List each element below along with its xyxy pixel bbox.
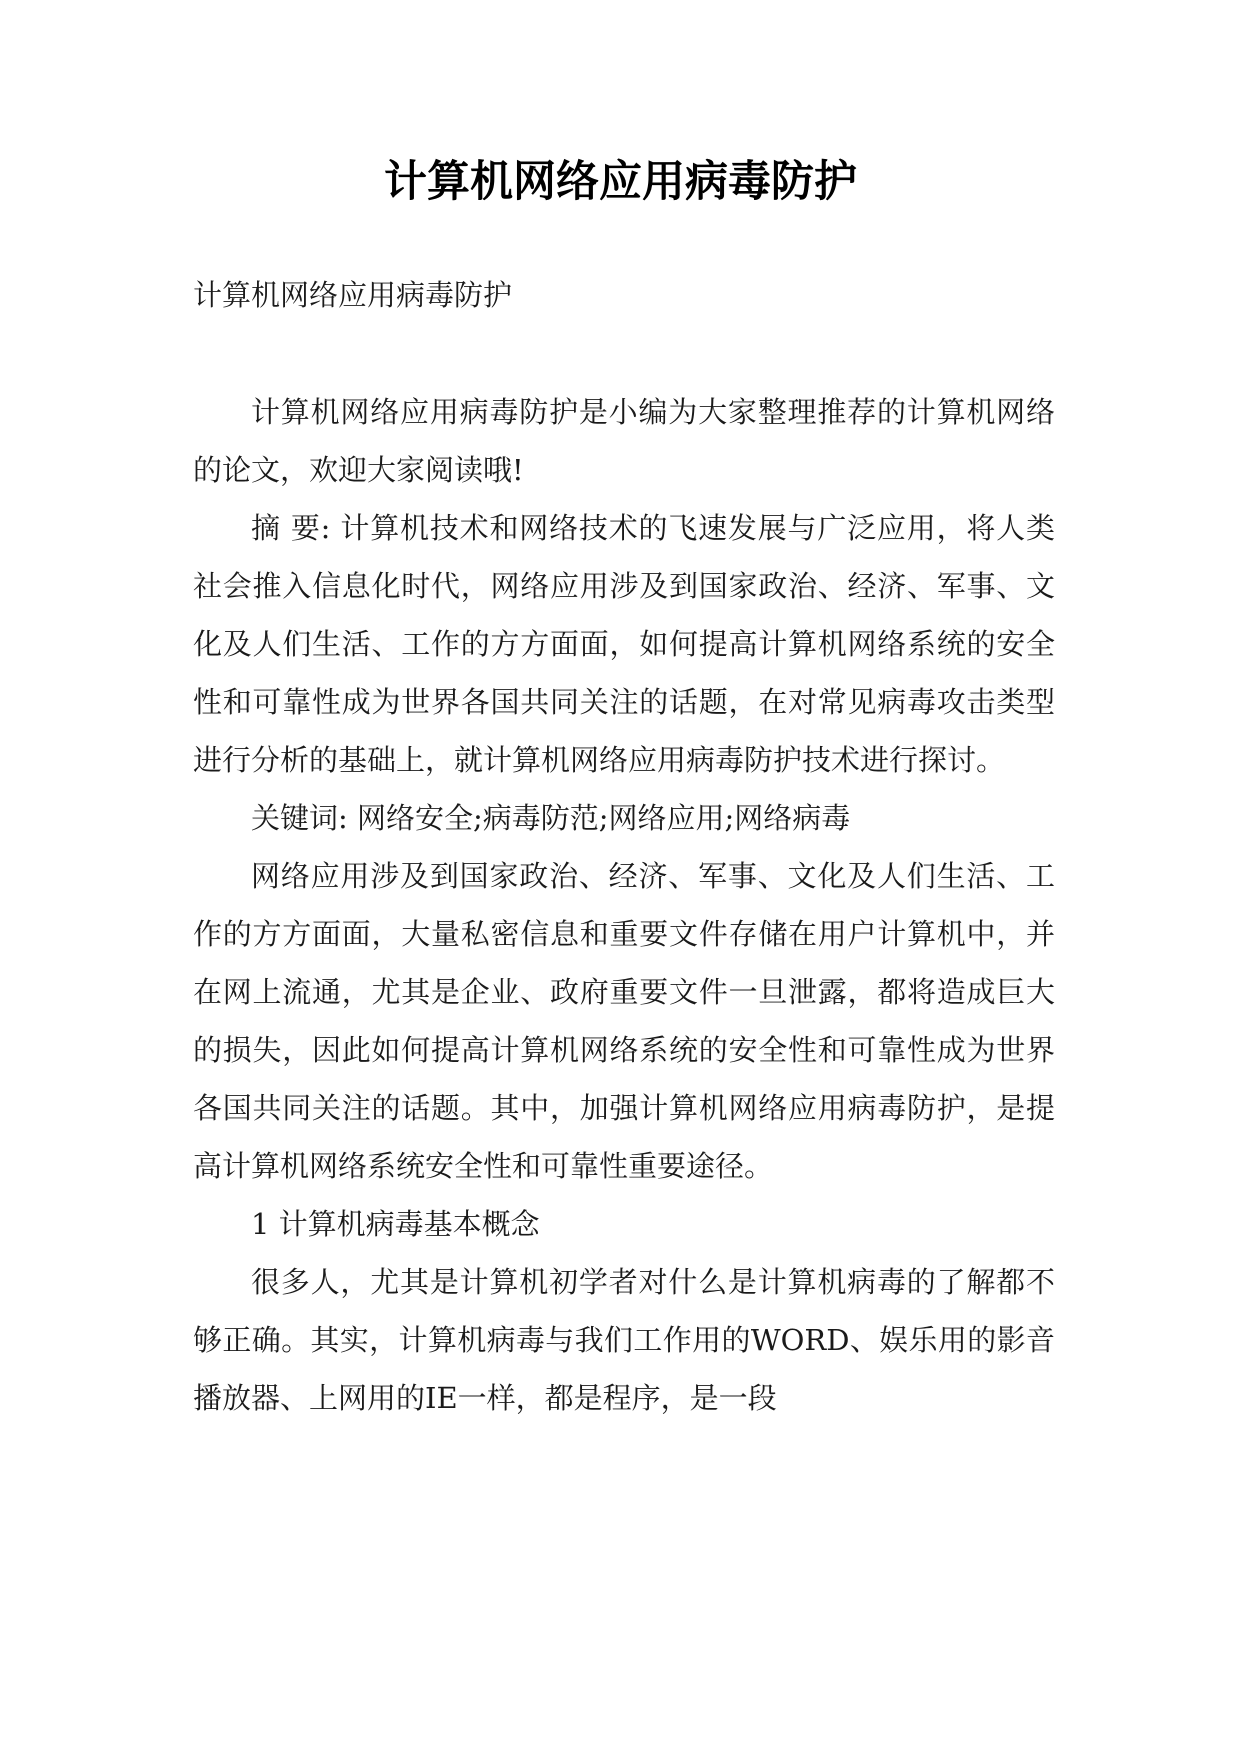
abstract-paragraph: 摘 要: 计算机技术和网络技术的飞速发展与广泛应用，将人类社会推入信息化时代，网络应用涉及到国家政治、经济、军事、文化及人们生活、工作的方方面面，如何提高计算机网络系统的安全性和可靠性成为世界各国共同关注的话题，在对常见病毒攻击类型进行分析的基础上，就计算机网络应用病毒防护技术进行探讨。 bbox=[193, 511, 1055, 777]
document-subtitle: 计算机网络应用病毒防护 bbox=[193, 278, 513, 312]
section-heading: 1 计算机病毒基本概念 bbox=[251, 1207, 540, 1241]
intro-paragraph: 计算机网络应用病毒防护是小编为大家整理推荐的计算机网络的论文，欢迎大家阅读哦! bbox=[193, 395, 1055, 487]
document-body bbox=[193, 266, 1055, 1427]
keywords-paragraph: 关键词: 网络安全;病毒防范;网络应用;网络病毒 bbox=[251, 801, 851, 835]
document-title: 计算机网络应用病毒防护 bbox=[384, 157, 857, 207]
body-paragraph: 很多人，尤其是计算机初学者对什么是计算机病毒的了解都不够正确。其实，计算机病毒与我们工作用的WORD、娱乐用的影音播放器、上网用的IE一样，都是程序，是一段 bbox=[193, 1265, 1055, 1415]
body-paragraph: 网络应用涉及到国家政治、经济、军事、文化及人们生活、工作的方方面面，大量私密信息和重要文件存储在用户计算机中，并在网上流通，尤其是企业、政府重要文件一旦泄露，都将造成巨大的损失，因此如何提高计算机网络系统的安全性和可靠性成为世界各国共同关注的话题。其中，加强计算机网络应用病毒防护，是提高计算机网络系统安全性和可靠性重要途径。 bbox=[193, 859, 1055, 1183]
